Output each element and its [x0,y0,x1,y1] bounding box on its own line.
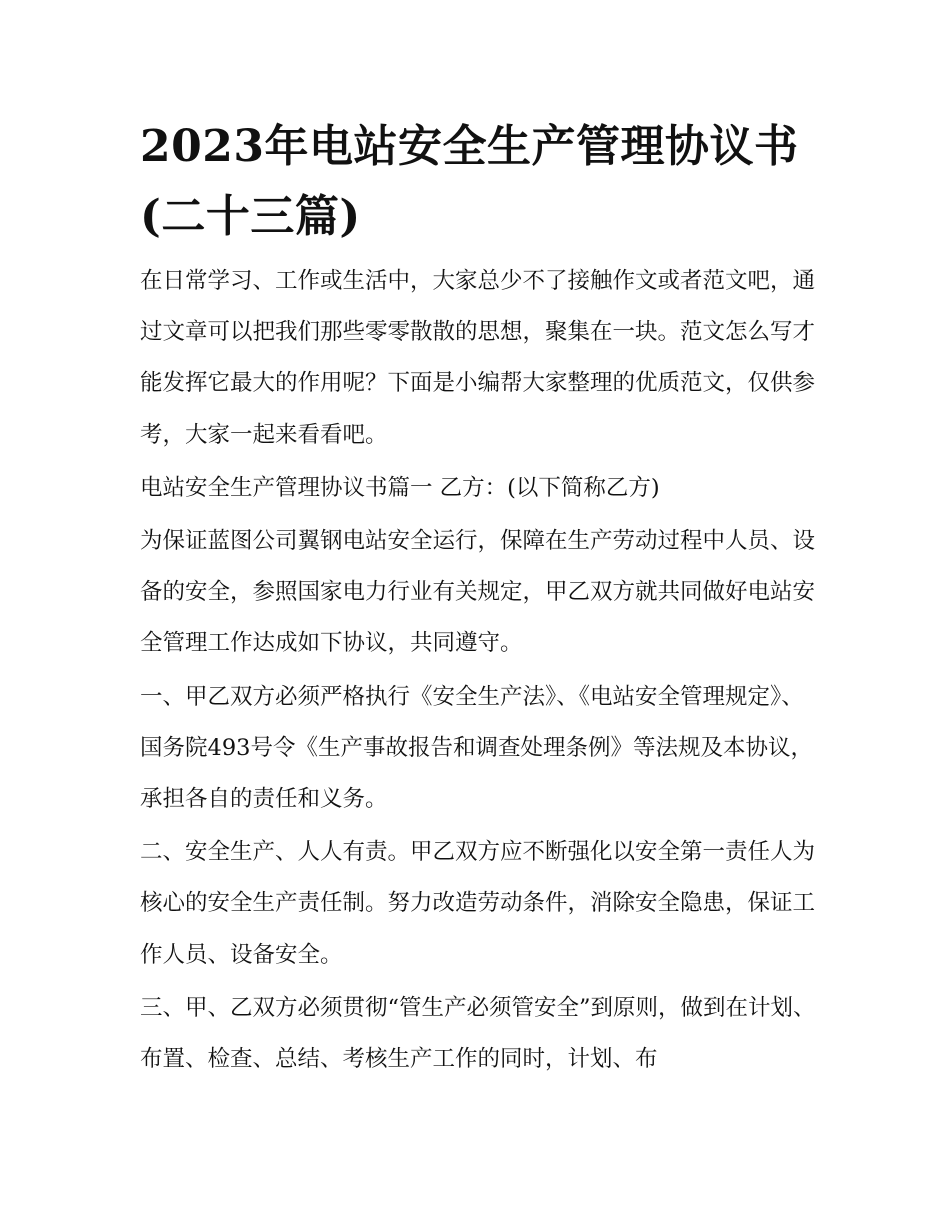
document-title: 2023年电站安全生产管理协议书(二十三篇) [140,121,799,242]
clause-one-paragraph: 一、甲乙双方必须严格执行《安全生产法》、《电站安全管理规定》、国务院493号令《生产事故报告和调查处理条例》等法规及本协议，承担各自的责任和义务。 [140,683,813,813]
clause-three-paragraph: 三、甲、乙双方必须贯彻“管生产必须管安全”到原则，做到在计划、布置、检查、总结、考核生产工作的同时，计划、布 [140,994,816,1073]
intro-paragraph: 在日常学习、工作或生活中，大家总少不了接触作文或者范文吧，通过文章可以把我们那些零零散散的思想，聚集在一块。范文怎么写才能发挥它最大的作用呢？下面是小编帮大家整理的优质范文，仅供参考，大家一起来看看吧。 [140,268,816,448]
document-page [140,112,820,1087]
purpose-paragraph: 为保证蓝图公司翼钢电站安全运行，保障在生产劳动过程中人员、设备的安全，参照国家电力行业有关规定，甲乙双方就共同做好电站安全管理工作达成如下协议，共同遵守。 [140,528,816,657]
section-heading-paragraph: 电站安全生产管理协议书篇一 乙方：(以下简称乙方) [140,474,660,501]
clause-two-paragraph: 二、安全生产、人人有责。甲乙双方应不断强化以安全第一责任人为核心的安全生产责任制。努力改造劳动条件，消除安全隐患，保证工作人员、设备安全。 [140,839,816,968]
